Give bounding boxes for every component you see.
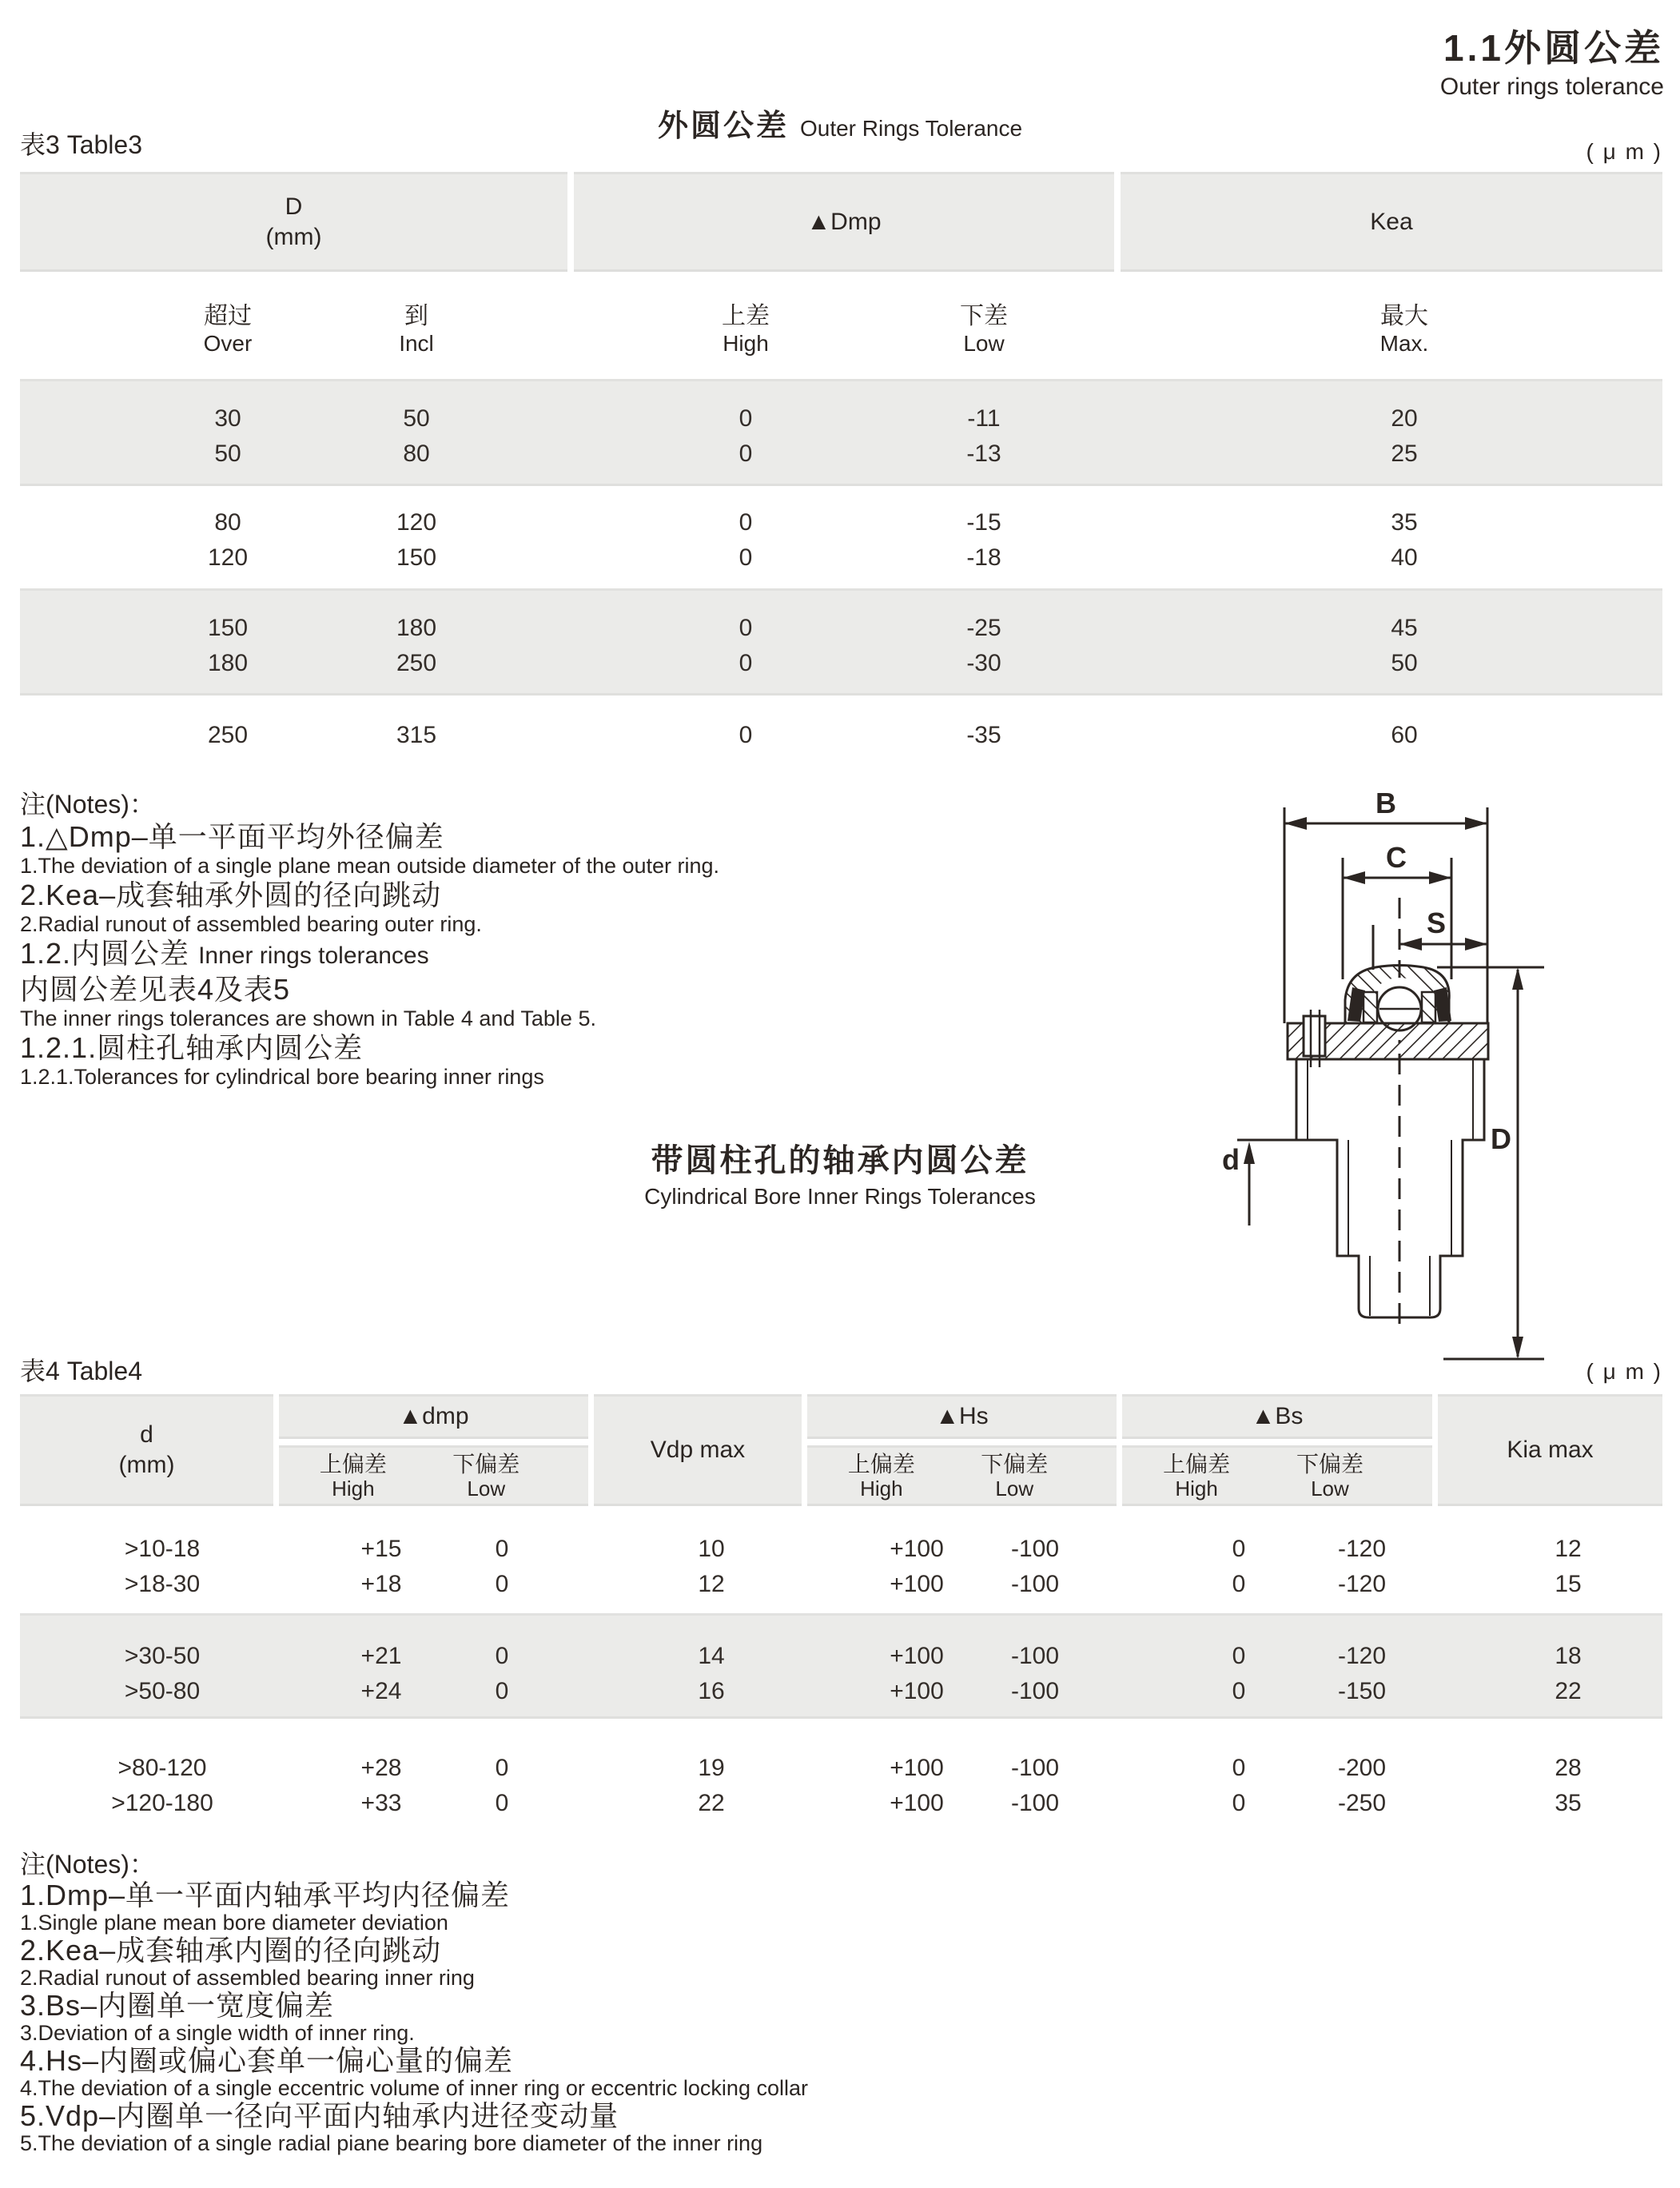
cell: 14	[698, 1643, 725, 1669]
cell: +33	[360, 1790, 402, 1816]
bs-high	[1122, 1452, 1271, 1500]
notes-block-2	[20, 1848, 1219, 2156]
cell: 12	[698, 1571, 725, 1597]
note-line: 5.Vdp–内圈单一径向平面内轴承内进径变动量	[20, 2099, 619, 2132]
cell: 50	[1391, 650, 1418, 676]
cell: >18-30	[124, 1571, 201, 1597]
cell: -100	[1010, 1790, 1060, 1816]
high-en: High	[860, 1477, 903, 1501]
cell: -120	[1337, 1536, 1387, 1562]
cell: 0	[495, 1571, 509, 1597]
cell: 0	[738, 509, 753, 536]
note-section-1-2-1: 1.2.1.圆柱孔轴承内圆公差	[20, 1031, 364, 1064]
cell: 80	[214, 509, 241, 536]
subheader-over	[124, 302, 332, 357]
table4-col-d-line1: d	[140, 1421, 153, 1448]
cell: -100	[1010, 1678, 1060, 1704]
table3-title	[0, 101, 1680, 145]
cell: 22	[698, 1790, 725, 1816]
hs-low	[956, 1452, 1073, 1500]
table3-rows-white-2	[20, 718, 1662, 753]
high-en: High	[1175, 1477, 1218, 1501]
table3-title-en: Outer Rings Tolerance	[799, 116, 1023, 141]
table-row	[20, 1751, 1662, 1786]
table3-col-kea	[1121, 172, 1662, 272]
hs-high	[807, 1452, 956, 1500]
cell: 150	[396, 544, 437, 571]
cell: -100	[1010, 1536, 1060, 1562]
dim-label-B: B	[1375, 787, 1396, 819]
sec12-zh: 1.2.内圆公差	[20, 937, 190, 970]
low-en: Low	[963, 331, 1005, 356]
cell: -100	[1010, 1643, 1060, 1669]
cell: 16	[698, 1678, 725, 1704]
dim-label-d: d	[1222, 1143, 1240, 1176]
cell: 0	[1232, 1790, 1246, 1816]
table3-label: 表3 Table3	[20, 130, 142, 159]
cell: 0	[495, 1643, 509, 1669]
high-zh: 上偏差	[847, 1452, 915, 1477]
cell: +100	[890, 1536, 944, 1562]
table4-col-d-line2: (mm)	[118, 1452, 175, 1478]
table-row	[20, 505, 1662, 540]
note-line: 2.Radial runout of assembled bearing outer ring.	[20, 912, 482, 936]
note-line: 1.Dmp–单一平面内轴承平均内径偏差	[20, 1879, 511, 1911]
cell: 60	[1391, 722, 1418, 748]
cell: 0	[1232, 1571, 1246, 1597]
low-en: Low	[467, 1477, 506, 1501]
table4-col-vdp	[594, 1394, 802, 1506]
cell: 40	[1391, 544, 1418, 571]
section-title-en: Outer rings tolerance	[1439, 74, 1664, 100]
cell: +24	[360, 1678, 402, 1704]
cell: 12	[1555, 1536, 1582, 1562]
note-line: 1.The deviation of a single plane mean outside diameter of the outer ring.	[20, 854, 720, 878]
cell: 0	[738, 615, 753, 641]
cell: 80	[403, 440, 430, 467]
cell: 120	[207, 544, 249, 571]
dim-label-D: D	[1491, 1122, 1511, 1155]
subheader-high	[642, 302, 850, 357]
table3-col-d	[20, 172, 567, 272]
low-zh: 下偏差	[981, 1452, 1049, 1477]
table4-col-kia-label: Kia max	[1507, 1437, 1594, 1463]
over-zh: 超过	[204, 303, 252, 329]
cell: >10-18	[124, 1536, 201, 1562]
cell: 0	[495, 1755, 509, 1781]
note-section-1-2	[20, 937, 1219, 973]
table4-col-d	[20, 1394, 273, 1506]
table4-label: 表4 Table4	[20, 1357, 142, 1385]
cell: 0	[1232, 1536, 1246, 1562]
table4-col-bs-sub	[1122, 1445, 1432, 1506]
note-line: 1.Single plane mean bore diameter deviation	[20, 1911, 448, 1935]
table4-rows-white-1	[20, 1532, 1662, 1602]
notes2-title: 注(Notes)：	[20, 1850, 155, 1879]
high-zh: 上偏差	[1163, 1452, 1231, 1477]
cell: 180	[396, 615, 437, 641]
table-row	[20, 718, 1662, 753]
cell: 250	[207, 722, 249, 748]
cell: -100	[1010, 1571, 1060, 1597]
cell: 25	[1391, 440, 1418, 467]
cell: 0	[738, 722, 753, 748]
cell: >30-50	[124, 1643, 201, 1669]
cell: +100	[890, 1643, 944, 1669]
cell: 0	[1232, 1678, 1246, 1704]
cell: +21	[360, 1643, 402, 1669]
dim-label-C: C	[1386, 841, 1407, 874]
low-zh: 下差	[960, 303, 1008, 329]
cell: 250	[396, 650, 437, 676]
low-zh: 下偏差	[1296, 1452, 1364, 1477]
table-row	[20, 1639, 1662, 1674]
cell: 22	[1555, 1678, 1582, 1704]
table-row	[20, 436, 1662, 472]
cell: +18	[360, 1571, 402, 1597]
table3-band-1	[20, 379, 1662, 486]
table-row	[20, 1674, 1662, 1709]
section-title-zh: 1.1外圆公差	[1443, 27, 1664, 69]
table4-unit: ( μ m )	[1586, 1359, 1662, 1384]
cell: +100	[890, 1755, 944, 1781]
cell: -35	[966, 722, 1001, 748]
cell: -30	[966, 650, 1001, 676]
cell: 10	[698, 1536, 725, 1562]
note-line: 3.Deviation of a single width of inner ring.	[20, 2021, 415, 2045]
table4-title-en: Cylindrical Bore Inner Rings Tolerances	[644, 1184, 1036, 1209]
cell: 20	[1391, 405, 1418, 432]
note-line: 5.The deviation of a single radial piane bearing bore diameter of the inner ring	[20, 2131, 763, 2155]
sec12-en: Inner rings tolerances	[198, 943, 429, 969]
table-row	[20, 1786, 1662, 1821]
cell: 0	[495, 1790, 509, 1816]
table4-col-hs-label: ▲Hs	[807, 1394, 1117, 1439]
table3-col-dmp-label: ▲Dmp	[806, 208, 882, 235]
note-line: 4.Hs–内圈或偏心套单一偏心量的偏差	[20, 2044, 514, 2077]
note-line: 3.Bs–内圈单一宽度偏差	[20, 1989, 335, 2022]
table-row	[20, 401, 1662, 436]
bearing-cross-section-diagram	[1199, 787, 1678, 1411]
table4-rows-white-2	[20, 1751, 1662, 1821]
cell: -100	[1010, 1755, 1060, 1781]
cell: 315	[396, 722, 437, 748]
note-line: 4.The deviation of a single eccentric volume of inner ring or eccentric locking collar	[20, 2076, 808, 2100]
cell: 0	[738, 650, 753, 676]
bs-low	[1271, 1452, 1388, 1500]
low-en: Low	[995, 1477, 1034, 1501]
cell: -25	[966, 615, 1001, 641]
cell: 18	[1555, 1643, 1582, 1669]
note-line: The inner rings tolerances are shown in Table 4 and Table 5.	[20, 1006, 596, 1030]
note-line: 2.Kea–成套轴承内圈的径向跳动	[20, 1934, 442, 1967]
cell: -200	[1337, 1755, 1387, 1781]
over-en: Over	[203, 331, 253, 356]
table4-title	[0, 1135, 1680, 1210]
cell: 0	[738, 544, 753, 571]
cell: 0	[495, 1536, 509, 1562]
section-header	[1440, 19, 1664, 101]
dmp-low	[428, 1452, 545, 1500]
cell: 120	[396, 509, 437, 536]
table4-col-vdp-label: Vdp max	[650, 1437, 746, 1463]
cell: 15	[1555, 1571, 1582, 1597]
cell: -15	[966, 509, 1001, 536]
table3-unit: ( μ m )	[1586, 139, 1662, 164]
cell: 35	[1391, 509, 1418, 536]
cell: 50	[403, 405, 430, 432]
cell: +100	[890, 1571, 944, 1597]
cell: 0	[495, 1678, 509, 1704]
cell: 19	[698, 1755, 725, 1781]
cell: 50	[214, 440, 241, 467]
subheader-low	[880, 302, 1088, 357]
table4-col-kia	[1438, 1394, 1662, 1506]
note-line: 1.△Dmp–单一平面平均外径偏差	[20, 820, 444, 853]
table3-rows-white-1	[20, 505, 1662, 576]
cell: -13	[966, 440, 1001, 467]
table3-col-d-line1: D	[285, 193, 303, 220]
table4-col-hs	[807, 1394, 1117, 1506]
table3-col-d-line2: (mm)	[265, 223, 322, 250]
subheader-max	[1300, 302, 1508, 357]
notes1-title: 注(Notes)：	[20, 790, 155, 819]
cell: 0	[1232, 1643, 1246, 1669]
cell: 180	[207, 650, 249, 676]
table4-col-dmp-sub	[279, 1445, 588, 1506]
table-row	[20, 1567, 1662, 1602]
low-zh: 下偏差	[452, 1452, 520, 1477]
cell: +28	[360, 1755, 402, 1781]
cell: 28	[1555, 1755, 1582, 1781]
incl-en: Incl	[399, 331, 434, 356]
cell: 150	[207, 615, 249, 641]
table-row	[20, 540, 1662, 576]
table3-subheader	[20, 302, 1662, 366]
cell: 35	[1555, 1790, 1582, 1816]
high-en: High	[332, 1477, 375, 1501]
cell: -120	[1337, 1571, 1387, 1597]
table4-title-zh: 带圆柱孔的轴承内圆公差	[651, 1143, 1029, 1178]
table3-band-2	[20, 588, 1662, 695]
table-row	[20, 646, 1662, 681]
table4-col-bs	[1122, 1394, 1432, 1506]
table4-header	[20, 1394, 1662, 1506]
high-en: High	[723, 331, 769, 356]
cell: 0	[738, 440, 753, 467]
table4-col-bs-label: ▲Bs	[1122, 1394, 1432, 1439]
low-en: Low	[1311, 1477, 1349, 1501]
cell: +15	[360, 1536, 402, 1562]
high-zh: 上偏差	[319, 1452, 387, 1477]
note-line: 2.Kea–成套轴承外圆的径向跳动	[20, 879, 442, 911]
cell: >120-180	[111, 1790, 213, 1816]
cell: -150	[1337, 1678, 1387, 1704]
cell: +100	[890, 1790, 944, 1816]
cell: 0	[738, 405, 753, 432]
note-line: 2.Radial runout of assembled bearing inner ring	[20, 1966, 475, 1990]
incl-zh: 到	[404, 303, 428, 329]
cell: 30	[214, 405, 241, 432]
cell: -250	[1337, 1790, 1387, 1816]
table4-col-hs-sub	[807, 1445, 1117, 1506]
table3-col-dmp	[574, 172, 1114, 272]
table-row	[20, 611, 1662, 646]
table4-band	[20, 1613, 1662, 1719]
table3-col-kea-label: Kea	[1370, 208, 1413, 235]
table4-col-dmp	[279, 1394, 588, 1506]
table3-title-zh: 外圆公差	[657, 110, 789, 143]
cell: 45	[1391, 615, 1418, 641]
subheader-incl	[313, 302, 520, 357]
note-line: 1.2.1.Tolerances for cylindrical bore bearing inner rings	[20, 1065, 544, 1089]
table4-col-dmp-label: ▲dmp	[279, 1394, 588, 1439]
cell: >80-120	[117, 1755, 207, 1781]
cell: 0	[1232, 1755, 1246, 1781]
high-zh: 上差	[722, 303, 770, 329]
cell: -11	[967, 405, 1001, 432]
cell: -120	[1337, 1643, 1387, 1669]
note-line: 内圆公差见表4及表5	[20, 973, 291, 1006]
cell: >50-80	[124, 1678, 201, 1704]
max-en: Max.	[1379, 331, 1429, 356]
dmp-high	[279, 1452, 428, 1500]
cell: +100	[890, 1678, 944, 1704]
notes-block-1	[20, 788, 1219, 1090]
table3-header	[20, 172, 1662, 272]
dim-label-S: S	[1426, 907, 1447, 939]
cell: -18	[966, 544, 1001, 571]
max-zh: 最大	[1380, 303, 1428, 329]
table-row	[20, 1532, 1662, 1567]
